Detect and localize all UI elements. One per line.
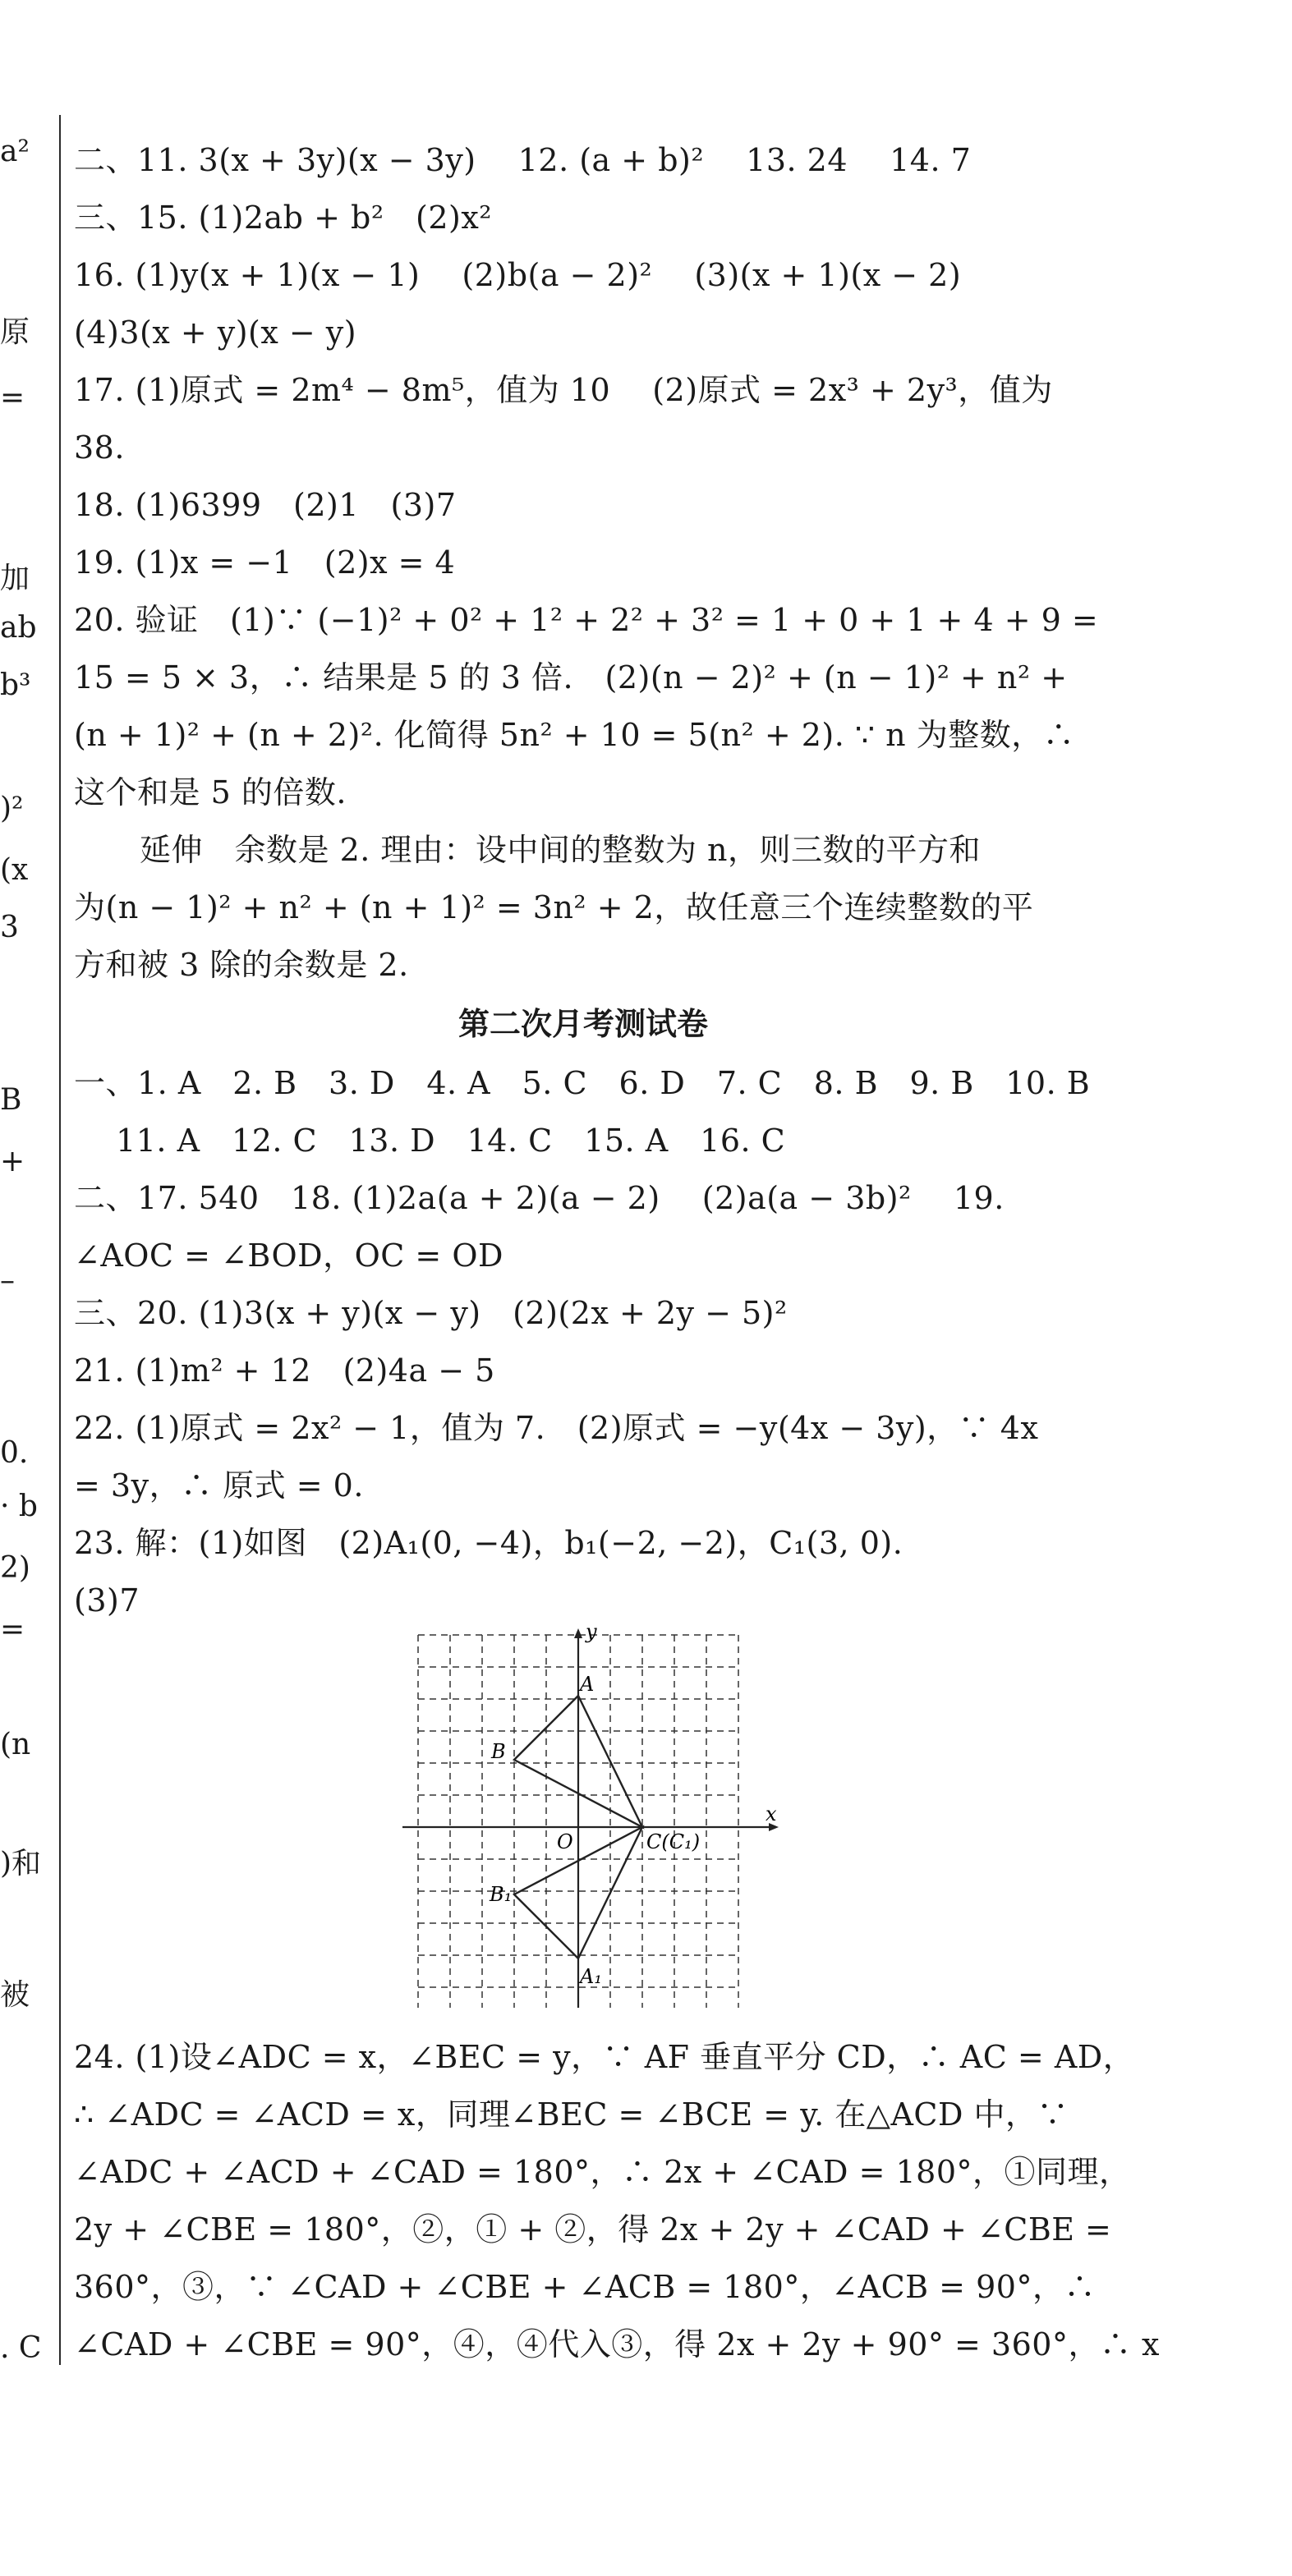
answer-line-17-19: 二、17. 540 18. (1)2a(a + 2)(a − 2) (2)a(a − 3b)² 19. <box>74 1180 1005 1216</box>
y-axis-label: y <box>586 1622 597 1643</box>
margin-fragment: 3 <box>0 911 19 944</box>
margin-fragment: 被 <box>0 1979 30 2012</box>
margin-fragment: · b <box>0 1490 38 1523</box>
y-axis-arrow-icon <box>574 1628 582 1638</box>
answer-line-18: 18. (1)6399 (2)1 (3)7 <box>74 487 457 523</box>
answer-column <box>74 131 1099 1629</box>
margin-fragment: 0. <box>0 1437 29 1470</box>
choice-answers-2: 11. A 12. C 13. D 14. C 15. A 16. C <box>74 1123 786 1159</box>
margin-fragment: 原 <box>0 316 30 349</box>
point-a-label: A <box>580 1673 595 1696</box>
answer-line-21: 21. (1)m² + 12 (2)4a − 5 <box>74 1352 495 1389</box>
answer-column-continued <box>74 2028 1160 2373</box>
point-b-label: B <box>491 1740 506 1763</box>
coordinate-figure <box>394 1622 789 2016</box>
margin-fragment: = <box>0 1614 25 1646</box>
margin-fragment: = <box>0 382 25 415</box>
answer-line-24b: ∴ ∠ADC = ∠ACD = x，同理∠BEC = ∠BCE = y. 在△ACD 中，∵ <box>74 2096 1069 2133</box>
answer-line-24e: 360°，③，∵ ∠CAD + ∠CBE + ∠ACB = 180°，∠ACB = 90°，∴ <box>74 2269 1096 2305</box>
margin-fragment: )² <box>0 792 24 825</box>
margin-fragment: . C <box>0 2332 42 2365</box>
margin-fragment: a² <box>0 135 30 168</box>
margin-fragment: 2) <box>0 1552 30 1585</box>
answer-line-20d: 这个和是 5 的倍数. <box>74 774 347 810</box>
answer-line-19-cont: ∠AOC = ∠BOD，OC = OD <box>74 1237 503 1274</box>
answer-line-20a: 20. 验证 (1)∵ (−1)² + 0² + 1² + 2² + 3² = 1 + 0 + 1 + 4 + 9 = <box>74 602 1099 638</box>
margin-fragment: (x <box>0 854 29 887</box>
choice-answers-1: 一、1. A 2. B 3. D 4. A 5. C 6. D 7. C 8. B 9. B 10. B <box>74 1065 1091 1101</box>
point-a1-label: A₁ <box>580 1965 602 1988</box>
extension-line-2: 为(n − 1)² + n² + (n + 1)² = 3n² + 2，故任意三个连续整数的平 <box>74 889 1034 925</box>
section-title: 第二次月考测试卷 <box>457 1006 708 1042</box>
answer-line-24c: ∠ADC + ∠ACD + ∠CAD = 180°，∴ 2x + ∠CAD = 180°，①同理， <box>74 2154 1131 2190</box>
answer-line-24a: 24. (1)设∠ADC = x，∠BEC = y，∵ AF 垂直平分 CD，∴ AC = AD， <box>74 2039 1135 2075</box>
margin-fragment: )和 <box>0 1848 42 1880</box>
margin-fragment: + <box>0 1146 25 1178</box>
margin-fragment: 加 <box>0 562 30 595</box>
answer-line-16-4: (4)3(x + y)(x − y) <box>74 315 357 351</box>
coordinate-grid-svg <box>394 1622 789 2016</box>
answer-line-22-cont: = 3y，∴ 原式 = 0. <box>74 1467 364 1504</box>
answer-line-24f: ∠CAD + ∠CBE = 90°，④，④代入③，得 2x + 2y + 90° = 360°，∴ x <box>74 2326 1160 2362</box>
answer-line-20c: (n + 1)² + (n + 2)². 化简得 5n² + 10 = 5(n² + 2). ∵ n 为整数，∴ <box>74 717 1075 753</box>
answer-line-20b: 15 = 5 × 3，∴ 结果是 5 的 3 倍. (2)(n − 2)² + (n − 1)² + n² + <box>74 659 1068 696</box>
answer-line-15: 三、15. (1)2ab + b² (2)x² <box>74 200 493 236</box>
margin-fragment: ab <box>0 612 37 645</box>
margin-fragment: b³ <box>0 669 31 702</box>
answer-line-23-3: (3)7 <box>74 1582 140 1619</box>
answer-line-24d: 2y + ∠CBE = 180°，②，① + ②，得 2x + 2y + ∠CAD + ∠CBE = <box>74 2211 1112 2248</box>
answer-line-11-14: 二、11. 3(x + 3y)(x − 3y) 12. (a + b)² 13. 24 14. 7 <box>74 142 972 178</box>
answer-line-17-cont: 38. <box>74 429 125 466</box>
answer-line-22: 22. (1)原式 = 2x² − 1，值为 7. (2)原式 = −y(4x − 3y)，∵ 4x <box>74 1410 1039 1446</box>
origin-label: O <box>557 1830 573 1853</box>
margin-fragment: (n <box>0 1729 31 1761</box>
extension-line-3: 方和被 3 除的余数是 2. <box>74 947 409 983</box>
column-divider <box>59 115 61 2365</box>
margin-fragment: B <box>0 1084 22 1117</box>
margin-fragment: – <box>0 1265 15 1297</box>
answer-line-17: 17. (1)原式 = 2m⁴ − 8m⁵，值为 10 (2)原式 = 2x³ + 2y³，值为 <box>74 372 1053 408</box>
extension-line-1: 延伸 余数是 2. 理由：设中间的整数为 n，则三数的平方和 <box>140 832 981 868</box>
answer-line-23: 23. 解：(1)如图 (2)A₁(0, −4)，b₁(−2, −2)，C₁(3, 0). <box>74 1525 903 1561</box>
point-b1-label: B₁ <box>490 1883 513 1906</box>
answer-line-16: 16. (1)y(x + 1)(x − 1) (2)b(a − 2)² (3)(x + 1)(x − 2) <box>74 257 962 293</box>
point-c-label: C(C₁) <box>646 1830 701 1853</box>
x-axis-label: x <box>766 1802 777 1825</box>
answer-line-19: 19. (1)x = −1 (2)x = 4 <box>74 544 456 581</box>
answer-line-20: 三、20. (1)3(x + y)(x − y) (2)(2x + 2y − 5)² <box>74 1295 788 1331</box>
